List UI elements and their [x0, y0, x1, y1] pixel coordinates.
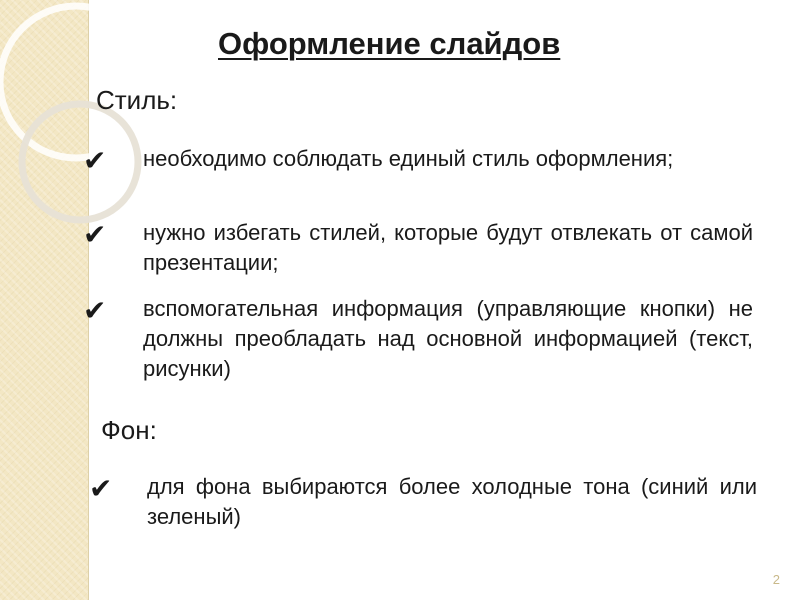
bullet-text: для фона выбираются более холодные тона (синий или зеленый): [147, 474, 757, 529]
bullet-text: необходимо соблюдать единый стиль оформления;: [143, 146, 674, 171]
checkmark-icon: ✔: [83, 219, 107, 250]
section-heading-background: Фон:: [101, 415, 157, 445]
bullet-text: нужно избегать стилей, которые будут отвлекать от самой презентации;: [143, 220, 753, 275]
slide-title: Оформление слайдов: [218, 26, 561, 61]
bullet-item: [83, 294, 753, 384]
checkmark-icon: ✔: [83, 145, 107, 176]
page-number: 2: [772, 572, 780, 587]
bullet-item: [89, 472, 757, 532]
bullet-item: [83, 144, 753, 176]
bullet-text: вспомогательная информация (управляющие кнопки) не должны преобладать над основной информацией (текст, рисунки): [143, 296, 753, 381]
section-heading-style: Стиль:: [96, 85, 178, 115]
decorative-ring-small: [22, 104, 138, 220]
checkmark-icon: ✔: [83, 295, 107, 326]
bullet-item: [83, 218, 753, 278]
checkmark-icon: ✔: [89, 473, 113, 504]
